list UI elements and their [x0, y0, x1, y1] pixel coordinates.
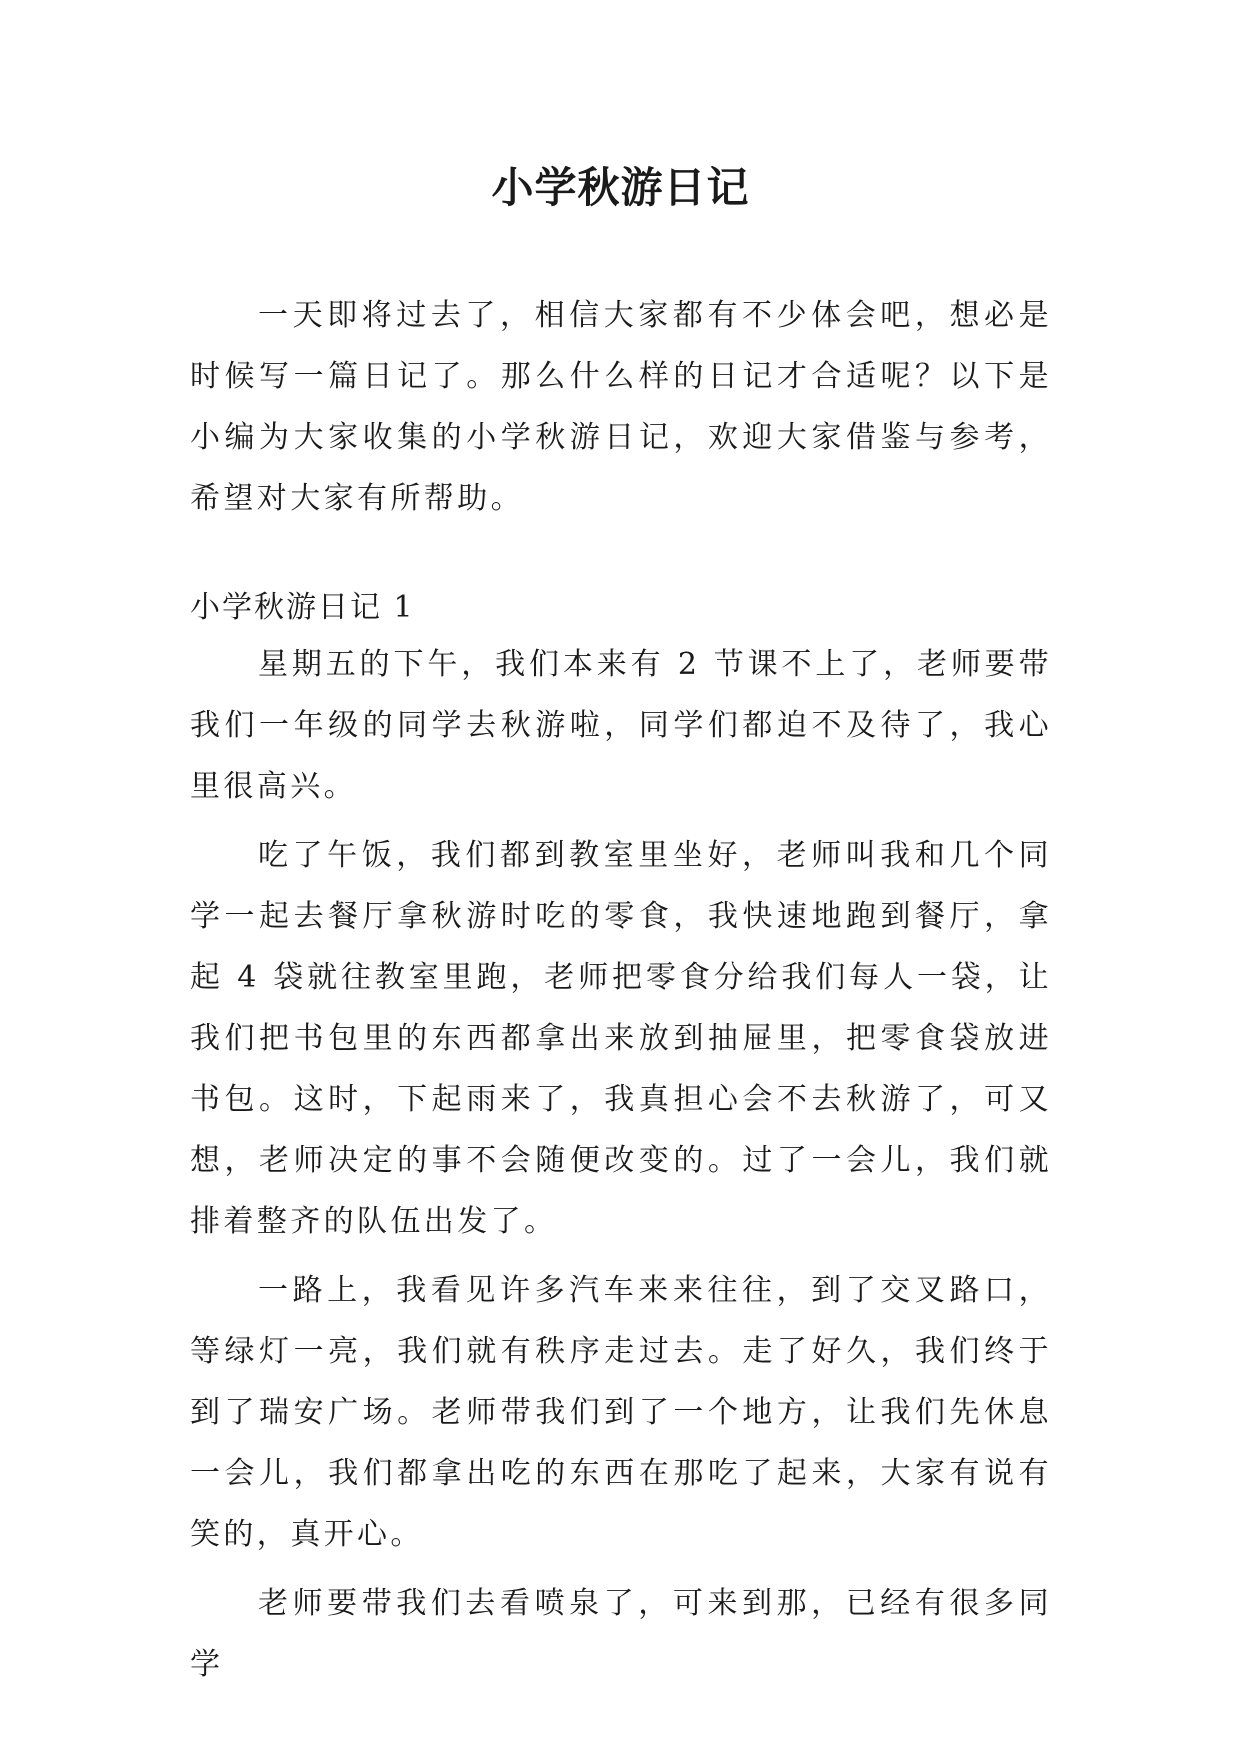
- intro-block: [190, 285, 1052, 529]
- body-paragraph: 星期五的下午，我们本来有 2 节课不上了，老师要带我们一年级的同学去秋游啦，同学们都迫不及待了，我心里很高兴。: [190, 647, 1052, 804]
- diary-body: [190, 634, 1052, 1703]
- body-paragraph: 老师要带我们去看喷泉了，可来到那，已经有很多同学: [190, 1586, 1052, 1682]
- document-title: 小学秋游日记: [491, 163, 750, 212]
- intro-paragraph: 一天即将过去了，相信大家都有不少体会吧，想必是时候写一篇日记了。那么什么样的日记才合适呢？以下是小编为大家收集的小学秋游日记，欢迎大家借鉴与参考，希望对大家有所帮助。: [190, 298, 1052, 516]
- body-paragraph: 吃了午饭，我们都到教室里坐好，老师叫我和几个同学一起去餐厅拿秋游时吃的零食，我快速地跑到餐厅，拿起 4 袋就往教室里跑，老师把零食分给我们每人一袋，让我们把书包里的东西都拿出来放到抽屉里，把零食袋放进书包。这时，下起雨来了，我真担心会不去秋游了，可又想，老师决定的事不会随便改变的。过了一会儿，我们就排着整齐的队伍出发了。: [190, 838, 1052, 1239]
- section-heading: 小学秋游日记 1: [190, 590, 415, 625]
- body-paragraph: 一路上，我看见许多汽车来来往往，到了交叉路口，等绿灯一亮，我们就有秩序走过去。走了好久，我们终于到了瑞安广场。老师带我们到了一个地方，让我们先休息一会儿，我们都拿出吃的东西在那吃了起来，大家有说有笑的，真开心。: [190, 1273, 1052, 1552]
